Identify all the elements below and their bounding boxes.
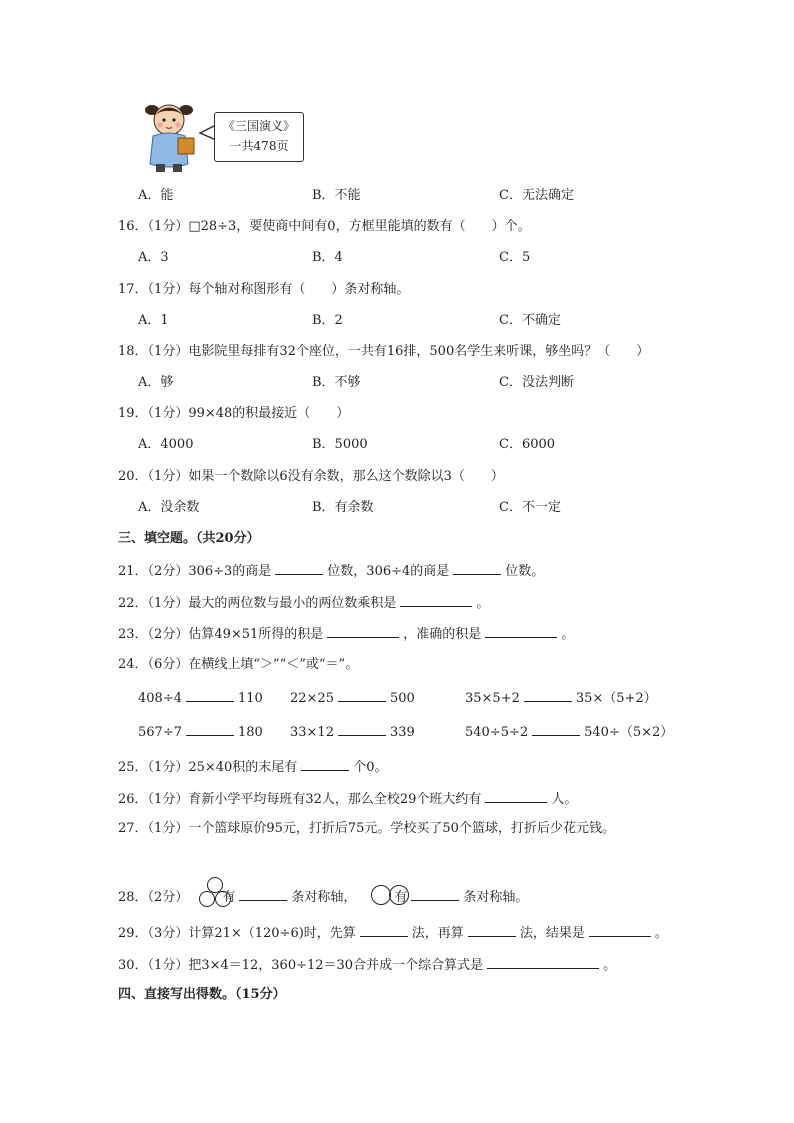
q27-text: 27．（1分）一个篮球原价95元，打折后75元。学校买了50个篮球，打折后少花元钱。 xyxy=(118,821,615,836)
q21-part-3: 位数。 xyxy=(505,564,545,579)
q17-option-b: B．2 xyxy=(312,313,343,328)
q24-r1-c1 xyxy=(138,688,263,708)
q21-blank-1 xyxy=(275,561,323,575)
q28-part-1: 28．（2分） xyxy=(118,890,189,905)
q22-part-1: 22．（1分）最大的两位数与最小的两位数乘积是 xyxy=(118,596,397,611)
bubble-line-1: 《三国演义》 xyxy=(222,119,295,133)
q24-blank-6 xyxy=(532,722,580,736)
q26-blank xyxy=(485,789,547,803)
two-circles-figure xyxy=(370,884,410,906)
q28-line xyxy=(118,887,528,907)
q24-r2-left-1: 567÷7 xyxy=(138,725,182,740)
q24-r1-left-2: 22×25 xyxy=(290,691,334,706)
q23-part-2: ，准确的积是 xyxy=(403,627,482,642)
q19-option-a: A．4000 xyxy=(138,437,194,452)
q22-part-2: 。 xyxy=(476,596,490,611)
q30-line xyxy=(118,955,616,975)
q18-text: 18．（1分）电影院里每排有32个座位，一共有16排，500名学生来听课，够坐吗？（ ） xyxy=(118,344,650,359)
q30-part-1: 30．（1分）把3×4＝12，360÷12＝30合并成一个综合算式是 xyxy=(118,958,484,973)
q29-part-4: 。 xyxy=(654,926,668,941)
q28-part-4: 有 xyxy=(394,890,408,905)
q21-blank-2 xyxy=(453,561,501,575)
q21-line xyxy=(118,561,544,581)
q23-part-3: 。 xyxy=(561,627,575,642)
q16-text: 16．（1分）□28÷3，要使商中间有0，方框里能填的数有（ ）个。 xyxy=(118,219,531,234)
q24-r2-right-3: 540÷（5×2） xyxy=(584,725,674,740)
q20-option-b: B．有余数 xyxy=(312,500,374,515)
q29-part-1: 29．（3分）计算21×（120÷6)时，先算 xyxy=(118,926,356,941)
q15-option-c: C．无法确定 xyxy=(499,188,574,203)
q29-blank-3 xyxy=(589,923,651,937)
q19-option-b: B．5000 xyxy=(312,437,368,452)
q22-line xyxy=(118,593,489,613)
speech-bubble xyxy=(214,112,304,162)
q30-part-2: 。 xyxy=(603,958,617,973)
q28-blank-2 xyxy=(411,887,459,901)
q24-r2-right-2: 339 xyxy=(389,725,415,740)
q24-r1-right-2: 500 xyxy=(389,691,415,706)
three-circles-figure xyxy=(198,877,232,909)
q24-r1-left-3: 35×5+2 xyxy=(465,691,520,706)
q23-part-1: 23．（2分）估算49×51所得的积是 xyxy=(118,627,324,642)
q29-blank-2 xyxy=(468,923,516,937)
q24-r1-c2 xyxy=(290,688,415,708)
q20-option-c: C．不一定 xyxy=(499,500,561,515)
q16-option-a: A．3 xyxy=(138,250,169,265)
q24-r1-right-3: 35×（5+2） xyxy=(575,691,657,706)
q18-option-b: B．不够 xyxy=(312,375,361,390)
q17-option-a: A．1 xyxy=(138,313,169,328)
q22-blank xyxy=(400,593,472,607)
q20-text: 20．（1分）如果一个数除以6没有余数，那么这个数除以3（ ） xyxy=(118,469,504,484)
q24-blank-3 xyxy=(524,688,572,702)
q19-text: 19．（1分）99×48的积最接近（ ） xyxy=(118,406,350,421)
q24-blank-2 xyxy=(338,688,386,702)
section-3-heading: 三、填空题。（共20分） xyxy=(118,531,260,546)
q24-r2-c2 xyxy=(290,722,415,742)
q24-r1-c3 xyxy=(465,688,657,708)
child-reading-illustration xyxy=(138,98,202,176)
q18-option-c: C．没法判断 xyxy=(499,375,574,390)
q24-r2-c3 xyxy=(465,722,673,742)
q23-blank-2 xyxy=(485,624,557,638)
q26-line xyxy=(118,789,577,809)
q29-part-3: 法，结果是 xyxy=(519,926,585,941)
q24-r1-right-1: 110 xyxy=(237,691,263,706)
q28-part-5: 条对称轴。 xyxy=(463,890,529,905)
section-4-heading: 四、直接写出得数。（15分） xyxy=(118,987,286,1002)
q26-part-2: 人。 xyxy=(551,792,578,807)
q25-part-1: 25．（1分）25×40积的末尾有 xyxy=(118,760,298,775)
q24-blank-5 xyxy=(338,722,386,736)
q30-blank xyxy=(487,955,599,969)
q29-part-2: 法，再算 xyxy=(411,926,464,941)
q17-option-c: C．不确定 xyxy=(499,313,561,328)
q28-part-2: 有 xyxy=(222,890,236,905)
q25-part-2: 个0。 xyxy=(353,760,388,775)
q23-blank-1 xyxy=(327,624,399,638)
q29-line xyxy=(118,923,668,943)
q21-part-2: 位数，306÷4的商是 xyxy=(327,564,450,579)
q25-blank xyxy=(301,757,349,771)
q19-option-c: C．6000 xyxy=(499,437,556,452)
q20-option-a: A．没余数 xyxy=(138,500,200,515)
q21-part-1: 21．（2分）306÷3的商是 xyxy=(118,564,272,579)
q24-r2-right-1: 180 xyxy=(237,725,263,740)
q18-option-a: A．够 xyxy=(138,375,174,390)
q15-option-a: A．能 xyxy=(138,188,174,203)
q29-blank-1 xyxy=(360,923,408,937)
q17-text: 17．（1分）每个轴对称图形有（ ）条对称轴。 xyxy=(118,282,410,297)
q28-blank-1 xyxy=(239,887,287,901)
bubble-line-2: 一共478页 xyxy=(229,139,289,153)
q24-r2-c1 xyxy=(138,722,263,742)
q23-line xyxy=(118,624,574,644)
q24-r2-left-2: 33×12 xyxy=(290,725,334,740)
q24-r1-left-1: 408÷4 xyxy=(138,691,182,706)
q24-text: 24．（6分）在横线上填“＞”“＜”或“＝”。 xyxy=(118,657,359,672)
q26-part-1: 26．（1分）育新小学平均每班有32人，那么全校29个班大约有 xyxy=(118,792,482,807)
q24-blank-4 xyxy=(186,722,234,736)
q24-blank-1 xyxy=(186,688,234,702)
q15-option-b: B．不能 xyxy=(312,188,361,203)
q24-r2-left-3: 540÷5÷2 xyxy=(465,725,529,740)
q28-part-3: 条对称轴， xyxy=(291,890,357,905)
q16-option-b: B．4 xyxy=(312,250,343,265)
q25-line xyxy=(118,757,388,777)
q16-option-c: C．5 xyxy=(499,250,531,265)
